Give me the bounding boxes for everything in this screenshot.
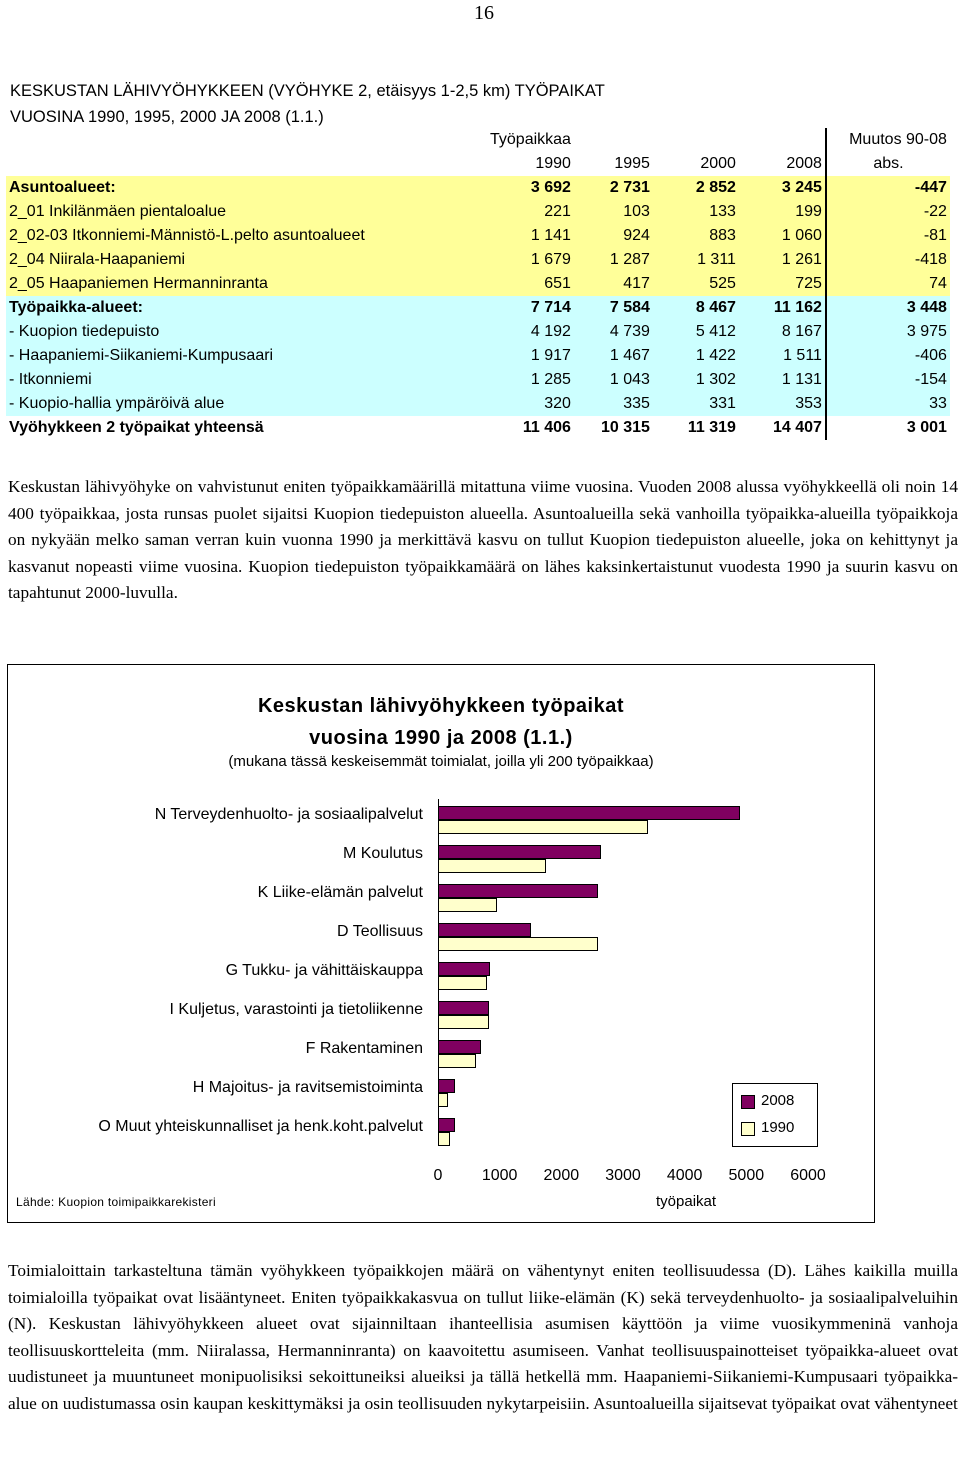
value-1990: 1 141 [480,224,574,248]
value-change: 3 448 [826,296,950,320]
chart-category-label: K Liike-elämän palvelut [257,884,423,901]
value-1990: 320 [480,392,574,416]
value-1995: 2 731 [574,176,653,200]
paragraph-1: Keskustan lähivyöhyke on vahvistunut eniten työpaikkamäärillä mitattuna viime vuosina. Vuoden 2008 alussa vyöhykkeellä oli noin 14 400 työpaikkaa, josta runsas puolet sijaitsi Kuopion tiedepuiston alueella. Asuntoalueilla sekä vanhoilla työpaikka-alueilla työpaikkoja on nykyään melko saman verran kuin vuonna 1990 ja merkittävä kasvu on tullut Kuopion tiedepuiston alueelle, joka on kehittynyt ja kasvanut nopeasti viime vuosina. Kuopion tiedepuiston työpaikkamäärä on lähes kaksinkertaistunut vuodesta 1990 ja suurin kasvu on tapahtunut 2000-luvulla. [8,477,958,602]
chart-category-label: N Terveydenhuolto- ja sosiaalipalvelut [154,806,423,823]
row-label: 2_01 Inkilänmäen pientaloalue [6,200,480,224]
header-year-1990: 1990 [535,155,571,172]
value-2008: 3 245 [739,176,826,200]
table-row [6,392,950,416]
chart-bar-1990 [438,937,598,951]
chart-bar-1990 [438,1093,448,1107]
chart-category-axis [438,799,439,1143]
value-2000: 1 302 [653,368,739,392]
chart-bar-2008 [438,1001,489,1015]
row-label: Vyöhykkeen 2 työpaikat yhteensä [9,419,264,436]
value-1995: 335 [574,392,653,416]
value-2000: 331 [653,392,739,416]
header-year-1995: 1995 [614,155,650,172]
chart-bar-1990 [438,898,497,912]
chart-category-label: I Kuljetus, varastointi ja tietoliikenne [169,1001,423,1018]
chart-category-label: O Muut yhteiskunnalliset ja henk.koht.palvelut [98,1118,423,1135]
header-abs: abs. [873,155,904,172]
value-2008: 1 060 [739,224,826,248]
value-2008: 725 [739,272,826,296]
chart-bar-2008 [438,1040,481,1054]
value-2008: 1 131 [739,368,826,392]
value-2008: 11 162 [739,296,826,320]
table-row [6,200,950,224]
table-row [6,368,950,392]
chart-bar-1990 [438,976,487,990]
chart-bar-2008 [438,962,490,976]
value-change: -418 [826,248,950,272]
chart-bar-2008 [438,923,531,937]
chart-category-label: M Koulutus [342,845,423,862]
value-1995: 4 739 [574,320,653,344]
value-2008: 353 [739,392,826,416]
table-title [10,78,605,130]
value-2000: 2 852 [653,176,739,200]
chart-subtitle: (mukana tässä keskeisemmät toimialat, joilla yli 200 työpaikkaa) [228,753,654,770]
value-1990: 1 679 [480,248,574,272]
chart-bar-1990 [438,1054,476,1068]
table-header-row-2 [6,152,950,176]
chart-category-label: H Majoitus- ja ravitsemistoiminta [192,1079,423,1096]
chart-x-axis-label: työpaikat [656,1193,717,1210]
legend-label-1990: 1990 [761,1119,795,1136]
value-change: -22 [826,200,950,224]
chart-bar-1990 [438,820,648,834]
table-row [6,344,950,368]
chart-x-tick-label: 4000 [666,1167,703,1184]
value-2000: 8 467 [653,296,739,320]
header-group-label: Työpaikkaa [490,131,571,148]
chart-category-label: G Tukku- ja vähittäiskauppa [225,962,423,979]
value-2000: 1 311 [653,248,739,272]
value-1995: 417 [574,272,653,296]
page-number: 16 [474,2,494,24]
value-change: 33 [826,392,950,416]
chart-x-tick-label: 6000 [790,1167,826,1184]
chart-bar-1990 [438,859,546,873]
value-change: 3 975 [826,320,950,344]
chart-source: Lähde: Kuopion toimipaikkarekisteri [16,1195,216,1209]
value-2008: 1 261 [739,248,826,272]
table-title-line-2: VUOSINA 1990, 1995, 2000 JA 2008 (1.1.) [10,108,324,126]
value-change: -447 [826,176,950,200]
paragraph-2: Toimialoittain tarkasteltuna tämän vyöhykkeen työpaikkojen määrä on vähentynyt eniten teollisuudessa (D). Lähes kaikilla muilla toimialoilla työpaikat ovat lisääntyneet. Eniten työpaikkakasvua on tullut liike-elämän (K) sekä terveydenhuolto- ja sosiaalipalveluihin (N). Keskustan lähivyöhykkeen alueet ovat sijainniltaan ihanteellisia asumisen käyttöön ja viime vuosikymmeninä vanhoja teollisuuskortteleita (mm. Niiralassa, Hermanninranta) on kaavoitettu asumiseen. Vanhat teollisuuspainotteiset työpaikka-alueet ovat uudistuneet ja muuntuneet monipuolisiksi sekoittuneiksi alueiksi ja tällä hetkellä mm. Haapaniemi-Siikaniemi-Kumpusaari työpaikka-alue on uudistumassa osin kaupan keskittymäksi ja osin teollisuuden nykytarpeisiin. Asuntoalueilla sijaitsevat työpaikat ovat vähentyneet [8,1261,958,1413]
chart-title-line-2: vuosina 1990 ja 2008 (1.1.) [309,727,573,749]
header-year-2008: 2008 [739,152,826,176]
chart-category-label: D Teollisuus [337,923,423,940]
table-row [6,320,950,344]
value-change: -154 [826,368,950,392]
value-1995: 7 584 [574,296,653,320]
chart-category-label: F Rakentaminen [305,1040,423,1057]
row-label: 2_05 Haapaniemen Hermanninranta [6,272,480,296]
value-1990: 221 [480,200,574,224]
value-1995: 1 043 [574,368,653,392]
legend-swatch-1990 [741,1122,755,1136]
row-label: - Itkonniemi [6,368,480,392]
table-header-row-1 [6,128,950,152]
value-change: 74 [826,272,950,296]
value-1990: 11 406 [522,419,571,436]
value-2008: 14 407 [739,416,826,440]
row-label: 2_02-03 Itkonniemi-Männistö-L.pelto asuntoalueet [6,224,480,248]
chart-x-tick-label: 2000 [543,1167,580,1184]
chart-legend [732,1083,818,1147]
chart-x-tick-label: 3000 [605,1167,641,1184]
table-row [6,176,950,200]
value-2000: 525 [653,272,739,296]
chart-bar-2008 [438,845,601,859]
bar-chart [7,664,875,1223]
table-row [6,272,950,296]
value-1990: 1 285 [480,368,574,392]
table-row [6,224,950,248]
header-change-label: Muutos 90-08 [849,131,947,148]
value-2000: 11 319 [687,419,736,436]
header-year-2000: 2000 [700,155,736,172]
value-1990: 651 [480,272,574,296]
row-label: - Kuopion tiedepuisto [6,320,480,344]
table-row [6,248,950,272]
table-row [6,296,950,320]
chart-bar-2008 [438,1118,455,1132]
table-row [6,416,950,440]
table-title-line-1: KESKUSTAN LÄHIVYÖHYKKEEN (VYÖHYKE 2, etäisyys 1-2,5 km) TYÖPAIKAT [10,82,605,100]
chart-bar-1990 [438,1132,450,1146]
value-2008: 199 [739,200,826,224]
value-1990: 7 714 [480,296,574,320]
value-1995: 924 [574,224,653,248]
value-change: -406 [826,344,950,368]
value-2008: 1 511 [739,344,826,368]
legend-swatch-2008 [741,1095,755,1109]
row-label: Asuntoalueet: [6,176,480,200]
value-2000: 1 422 [653,344,739,368]
legend-label-2008: 2008 [761,1092,795,1109]
chart-title-line-1: Keskustan lähivyöhykkeen työpaikat [257,695,625,717]
value-1995: 1 467 [574,344,653,368]
value-1990: 4 192 [480,320,574,344]
chart-x-tick-label: 1000 [481,1167,518,1184]
chart-bar-2008 [438,1079,455,1093]
value-2008: 8 167 [739,320,826,344]
table-body [6,176,950,440]
value-2000: 5 412 [653,320,739,344]
value-2000: 883 [653,224,739,248]
chart-x-tick-label: 0 [433,1167,443,1184]
chart-bar-2008 [438,884,598,898]
value-change: 3 001 [906,419,947,436]
value-2000: 133 [653,200,739,224]
value-1990: 3 692 [480,176,574,200]
chart-x-tick-label: 5000 [728,1167,765,1184]
row-label: 2_04 Niirala-Haapaniemi [6,248,480,272]
value-change: -81 [826,224,950,248]
row-label: Työpaikka-alueet: [6,296,480,320]
row-label: - Haapaniemi-Siikaniemi-Kumpusaari [6,344,480,368]
row-label: - Kuopio-hallia ympäröivä alue [6,392,480,416]
value-1990: 1 917 [480,344,574,368]
value-1995: 10 315 [601,419,650,436]
workplace-table [6,128,950,440]
chart-bar-2008 [438,806,740,820]
value-1995: 103 [574,200,653,224]
value-1995: 1 287 [574,248,653,272]
chart-bar-1990 [438,1015,489,1029]
